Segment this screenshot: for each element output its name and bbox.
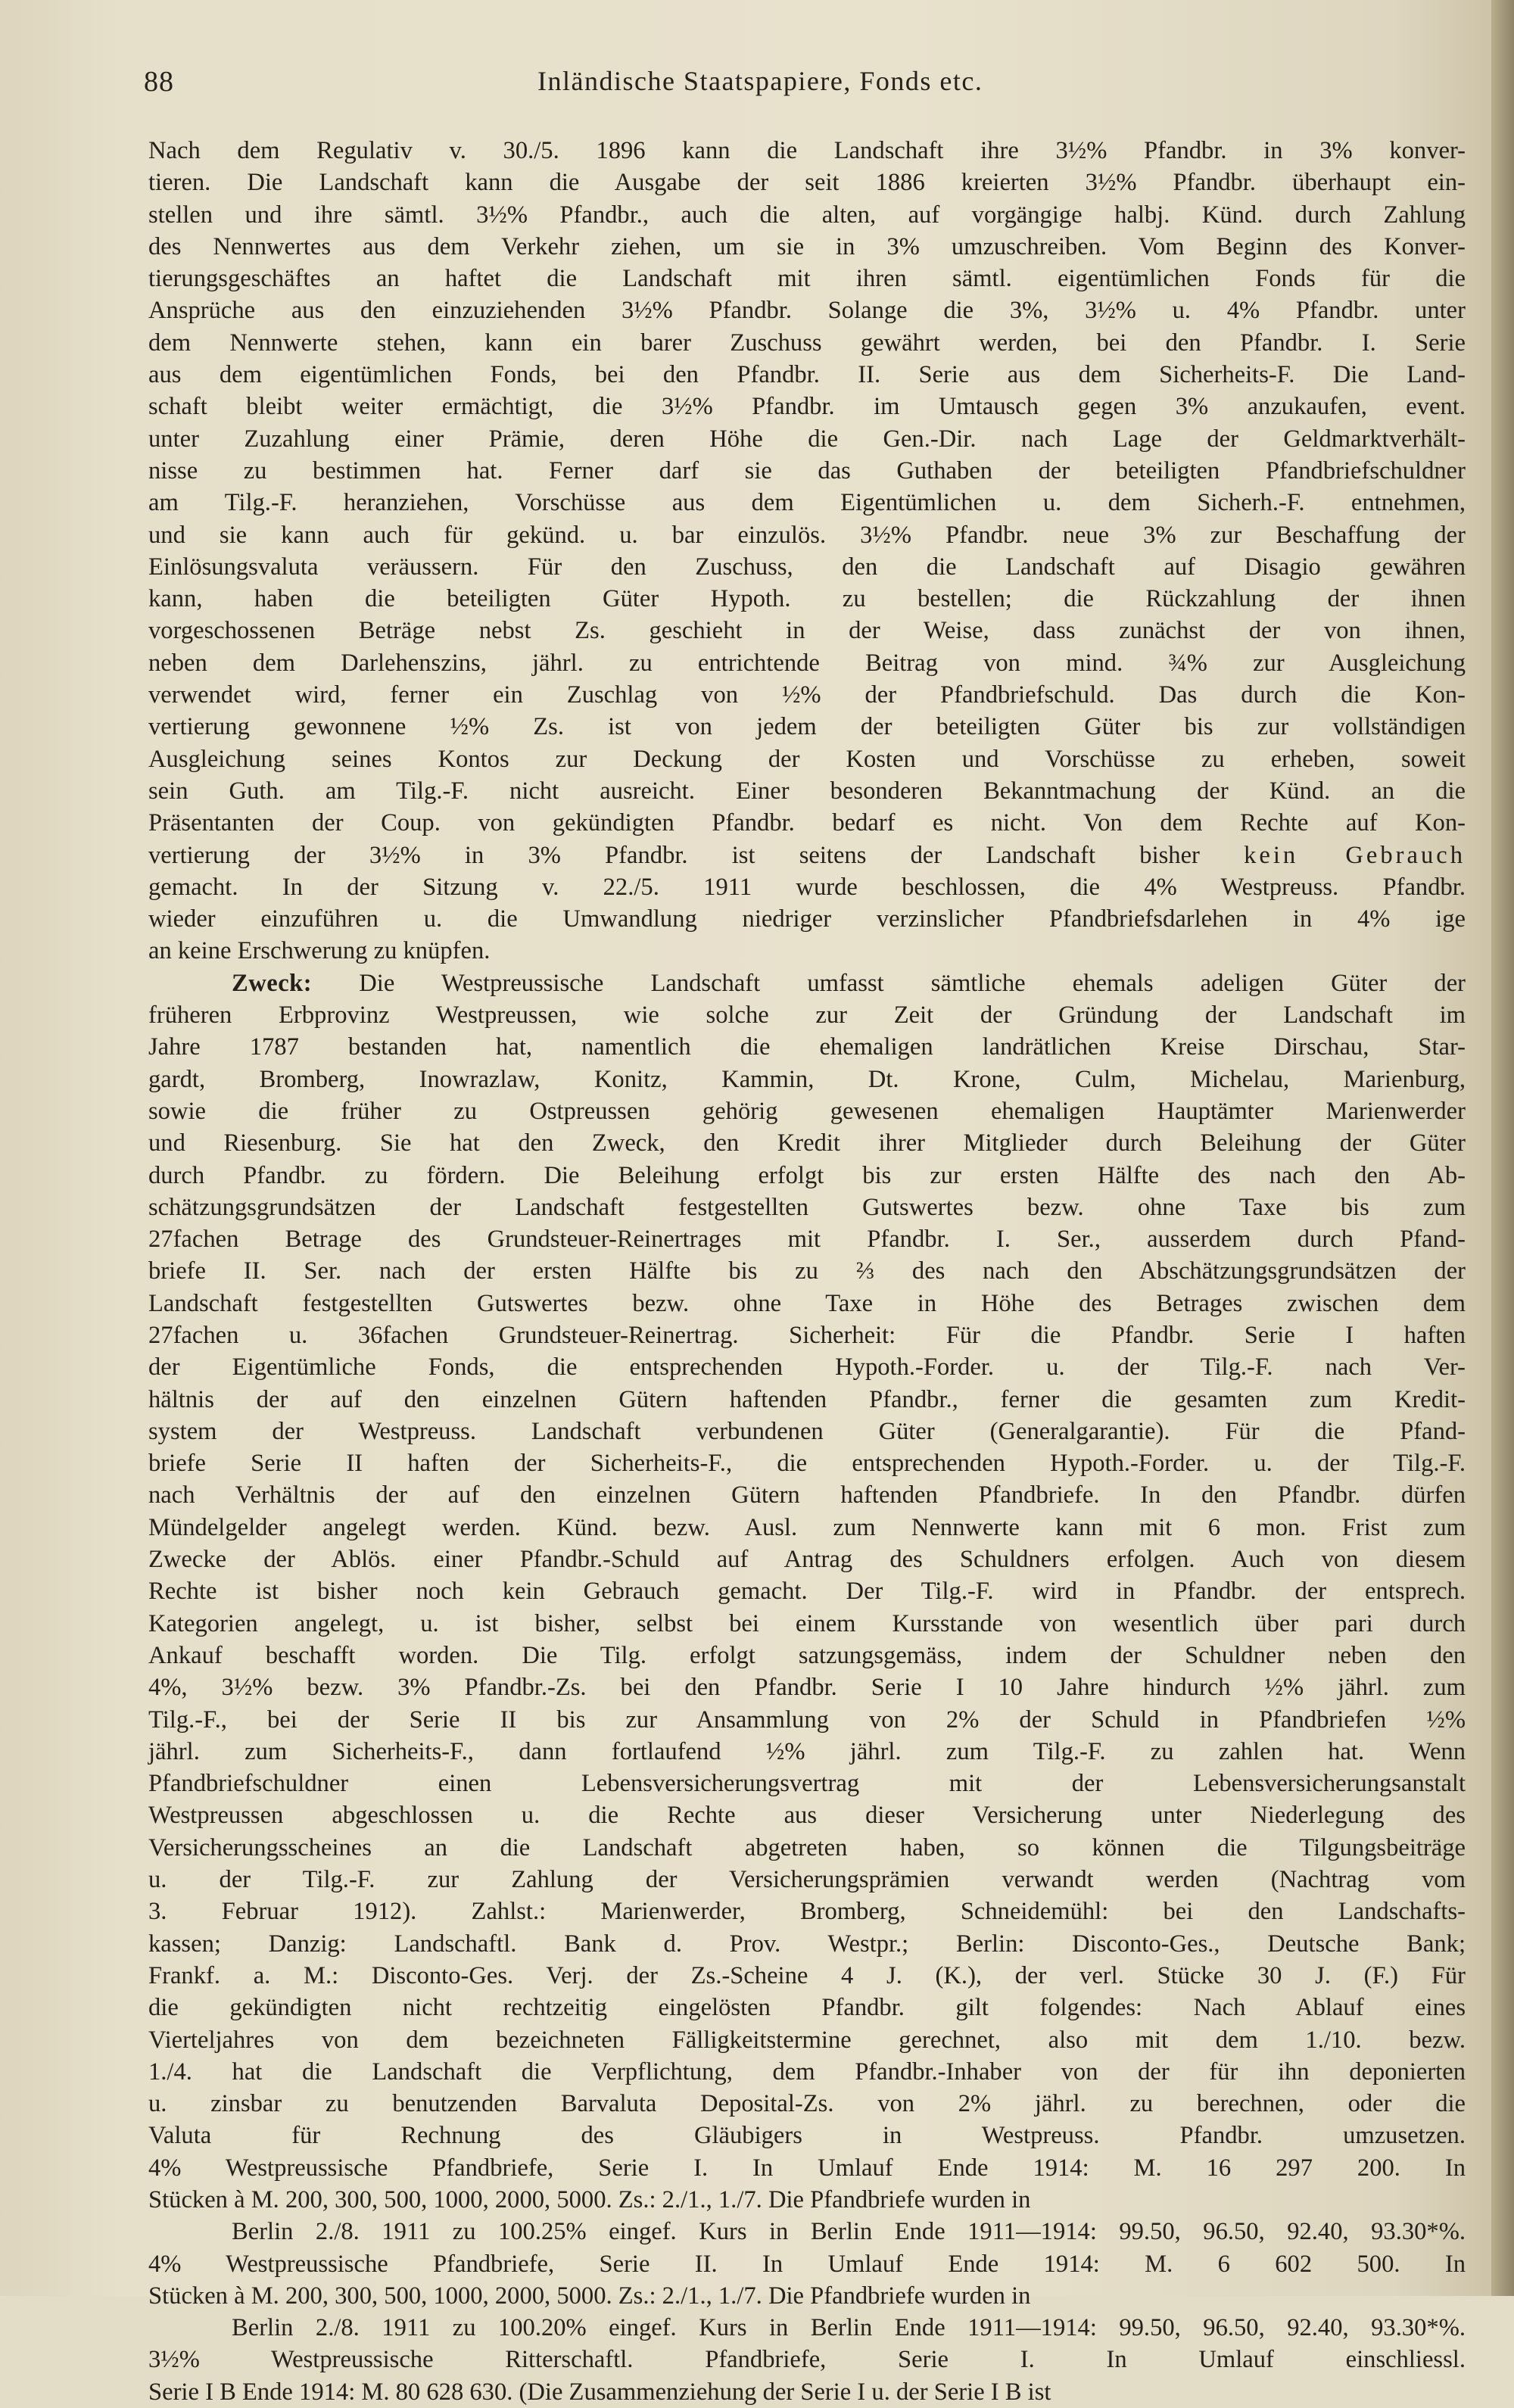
page-header <box>144 65 1370 111</box>
text-line: kassen; Danzig: Landschaftl. Bank d. Prov. Westpr.; Berlin: Disconto-Ges., Deutsche Bank; <box>148 1930 1466 1958</box>
text-line: Valuta für Rechnung des Gläubigers in Westpreuss. Pfandbr. umzusetzen. <box>148 2122 1466 2150</box>
text-line: Landschaft festgestellten Gutswertes bezw. ohne Taxe in Höhe des Betrages zwischen dem <box>148 1289 1466 1317</box>
text-line: briefe II. Ser. nach der ersten Hälfte bis zu ⅔ des nach den Abschätzungsgrundsätzen der <box>148 1257 1466 1285</box>
text-line: 27fachen u. 36fachen Grundsteuer-Reinertrag. Sicherheit: Für die Pfandbr. Serie I haften <box>148 1321 1466 1349</box>
text-line: verwendet wird, ferner ein Zuschlag von ½% der Pfandbriefschuld. Das durch die Kon- <box>148 681 1466 709</box>
text-line: gardt, Bromberg, Inowrazlaw, Konitz, Kammin, Dt. Krone, Culm, Michelau, Marienburg, <box>148 1065 1466 1093</box>
text-line: jährl. zum Sicherheits-F., dann fortlaufend ½% jährl. zum Tilg.-F. zu zahlen hat. Wenn <box>148 1737 1466 1765</box>
text-line: Ansprüche aus den einzuziehenden 3½% Pfandbr. Solange die 3%, 3½% u. 4% Pfandbr. unter <box>148 297 1466 325</box>
text-line: durch Pfandbr. zu fördern. Die Beleihung erfolgt bis zur ersten Hälfte des nach den Ab- <box>148 1161 1466 1189</box>
text-line: Serie I B Ende 1914: M. 80 628 630. (Die Zusammenziehung der Serie I u. der Serie I B ist <box>148 2378 1051 2406</box>
text-line: vertierung gewonnene ½% Zs. ist von jedem der beteiligten Güter bis zur vollständigen <box>148 713 1466 741</box>
text-line: Kategorien angelegt, u. ist bisher, selbst bei einem Kursstande von wesentlich über pari durch <box>148 1609 1466 1637</box>
text-line: Berlin 2./8. 1911 zu 100.25% eingef. Kurs in Berlin Ende 1911—1914: 99.50, 96.50, 92.40, 93.30*%. <box>232 2218 1466 2246</box>
text-line: Zweck: Die Westpreussische Landschaft umfasst sämtliche ehemals adeligen Güter der <box>232 969 1466 997</box>
text-line: unter Zuzahlung einer Prämie, deren Höhe die Gen.-Dir. nach Lage der Geldmarktverhält- <box>148 425 1466 453</box>
text-line: 1./4. hat die Landschaft die Verpflichtung, dem Pfandbr.-Inhaber von der für ihn deponierten <box>148 2058 1466 2086</box>
text-line: gemacht. In der Sitzung v. 22./5. 1911 wurde beschlossen, die 4% Westpreuss. Pfandbr. <box>148 873 1466 901</box>
text-line: stellen und ihre sämtl. 3½% Pfandbr., auch die alten, auf vorgängige halbj. Künd. durch Zahlung <box>148 201 1466 229</box>
text-line: u. zinsbar zu benutzenden Barvaluta Deposital-Zs. von 2% jährl. zu berechnen, oder die <box>148 2090 1466 2118</box>
text-line: Einlösungsvaluta veräussern. Für den Zuschuss, den die Landschaft auf Disagio gewähren <box>148 553 1466 581</box>
text-line: briefe Serie II haften der Sicherheits-F., die entsprechenden Hypoth.-Forder. u. der Tilg.-F. <box>148 1450 1466 1478</box>
text-line: vertierung der 3½% in 3% Pfandbr. ist seitens der Landschaft bisher kein Gebrauch <box>148 841 1466 869</box>
text-line: Berlin 2./8. 1911 zu 100.20% eingef. Kurs in Berlin Ende 1911—1914: 99.50, 96.50, 92.40, 93.30*%. <box>232 2314 1466 2342</box>
text-line: tieren. Die Landschaft kann die Ausgabe der seit 1886 kreierten 3½% Pfandbr. überhaupt ein- <box>148 169 1466 197</box>
text-line: Mündelgelder angelegt werden. Künd. bezw. Ausl. zum Nennwerte kann mit 6 mon. Frist zum <box>148 1513 1466 1541</box>
text-line: Tilg.-F., bei der Serie II bis zur Ansammlung von 2% der Schuld in Pfandbriefen ½% <box>148 1706 1466 1734</box>
text-line: Vierteljahres von dem bezeichneten Fälligkeitstermine gerechnet, also mit dem 1./10. bezw. <box>148 2026 1466 2054</box>
text-line: Rechte ist bisher noch kein Gebrauch gemacht. Der Tilg.-F. wird in Pfandbr. der entsprech. <box>148 1578 1466 1606</box>
text-line: Zwecke der Ablös. einer Pfandbr.-Schuld auf Antrag des Schuldners erfolgen. Auch von diesem <box>148 1546 1466 1574</box>
text-line: und sie kann auch für gekünd. u. bar einzulös. 3½% Pfandbr. neue 3% zur Beschaffung der <box>148 521 1466 549</box>
text-line: früheren Erbprovinz Westpreussen, wie solche zur Zeit der Gründung der Landschaft im <box>148 1002 1466 1030</box>
text-line: 4% Westpreussische Pfandbriefe, Serie II. In Umlauf Ende 1914: M. 6 602 500. In <box>148 2250 1466 2278</box>
text-line: neben dem Darlehenszins, jährl. zu entrichtende Beitrag von mind. ¾% zur Ausgleichung <box>148 649 1466 677</box>
text-line: kann, haben die beteiligten Güter Hypoth. zu bestellen; die Rückzahlung der ihnen <box>148 585 1466 613</box>
text-line: Ausgleichung seines Kontos zur Deckung der Kosten und Vorschüsse zu erheben, soweit <box>148 745 1466 773</box>
text-line: 3½% Westpreussische Ritterschaftl. Pfandbriefe, Serie I. In Umlauf einschliessl. <box>148 2346 1466 2374</box>
text-line: Präsentanten der Coup. von gekündigten Pfandbr. bedarf es nicht. Von dem Rechte auf Kon- <box>148 809 1466 837</box>
text-line: 3. Februar 1912). Zahlst.: Marienwerder, Bromberg, Schneidemühl: bei den Landschafts- <box>148 1898 1466 1926</box>
text-line: Nach dem Regulativ v. 30./5. 1896 kann die Landschaft ihre 3½% Pfandbr. in 3% konver- <box>148 137 1466 164</box>
text-line: u. der Tilg.-F. zur Zahlung der Versicherungsprämien verwandt werden (Nachtrag vom <box>148 1866 1466 1894</box>
text-line: 4%, 3½% bezw. 3% Pfandbr.-Zs. bei den Pfandbr. Serie I 10 Jahre hindurch ½% jährl. zum <box>148 1674 1466 1702</box>
text-line: vorgeschossenen Beträge nebst Zs. geschieht in der Weise, dass zunächst der von ihnen, <box>148 617 1466 645</box>
running-title: Inländische Staatspapiere, Fonds etc. <box>537 66 983 96</box>
text-line: nisse zu bestimmen hat. Ferner darf sie das Guthaben der beteiligten Pfandbriefschuldner <box>148 456 1466 484</box>
text-line: Stücken à M. 200, 300, 500, 1000, 2000, 5000. Zs.: 2./1., 1./7. Die Pfandbriefe wurden in <box>148 2186 1031 2213</box>
text-line: Versicherungsscheines an die Landschaft abgetreten haben, so können die Tilgungsbeiträge <box>148 1833 1466 1861</box>
body-text <box>148 135 1466 2408</box>
text-line: dem Nennwerte stehen, kann ein barer Zuschuss gewährt werden, bei den Pfandbr. I. Serie <box>148 329 1466 357</box>
book-spine-shadow <box>1491 0 1514 2296</box>
text-line: der Eigentümliche Fonds, die entsprechenden Hypoth.-Forder. u. der Tilg.-F. nach Ver- <box>148 1354 1466 1382</box>
text-line: Frankf. a. M.: Disconto-Ges. Verj. der Zs.-Scheine 4 J. (K.), der verl. Stücke 30 J. (F.) Für <box>148 1961 1466 1989</box>
text-line: sein Guth. am Tilg.-F. nicht ausreicht. Einer besonderen Bekanntmachung der Künd. an die <box>148 777 1466 805</box>
text-line: aus dem eigentümlichen Fonds, bei den Pfandbr. II. Serie aus dem Sicherheits-F. Die Land- <box>148 361 1466 389</box>
text-line: sowie die früher zu Ostpreussen gehörig gewesenen ehemaligen Hauptämter Marienwerder <box>148 1097 1466 1125</box>
text-line: Jahre 1787 bestanden hat, namentlich die ehemaligen landrätlichen Kreise Dirschau, Star- <box>148 1033 1466 1061</box>
text-line: die gekündigten nicht rechtzeitig eingelösten Pfandbr. gilt folgendes: Nach Ablauf eines <box>148 1994 1466 2022</box>
page-number: 88 <box>144 66 174 98</box>
text-line: hältnis der auf den einzelnen Gütern haftenden Pfandbr., ferner die gesamten zum Kredit- <box>148 1385 1466 1413</box>
text-line: wieder einzuführen u. die Umwandlung niedriger verzinslicher Pfandbriefsdarlehen in 4% ige <box>148 905 1466 933</box>
text-line: am Tilg.-F. heranziehen, Vorschüsse aus dem Eigentümlichen u. dem Sicherh.-F. entnehmen, <box>148 489 1466 517</box>
text-line: tierungsgeschäftes an haftet die Landschaft mit ihren sämtl. eigentümlichen Fonds für die <box>148 265 1466 293</box>
text-line: und Riesenburg. Sie hat den Zweck, den Kredit ihrer Mitglieder durch Beleihung der Güter <box>148 1129 1466 1157</box>
text-line: Stücken à M. 200, 300, 500, 1000, 2000, 5000. Zs.: 2./1., 1./7. Die Pfandbriefe wurden in <box>148 2282 1031 2310</box>
text-line: 4% Westpreussische Pfandbriefe, Serie I. In Umlauf Ende 1914: M. 16 297 200. In <box>148 2154 1466 2182</box>
text-line: des Nennwertes aus dem Verkehr ziehen, um sie in 3% umzuschreiben. Vom Beginn des Konver- <box>148 232 1466 260</box>
text-line: nach Verhältnis der auf den einzelnen Gütern haftenden Pfandbriefe. In den Pfandbr. dürfen <box>148 1481 1466 1509</box>
text-line: an keine Erschwerung zu knüpfen. <box>148 937 491 965</box>
text-line: system der Westpreuss. Landschaft verbundenen Güter (Generalgarantie). Für die Pfand- <box>148 1417 1466 1445</box>
text-line: Ankauf beschafft worden. Die Tilg. erfolgt satzungsgemäss, indem der Schuldner neben den <box>148 1641 1466 1669</box>
text-line: schätzungsgrundsätzen der Landschaft festgestellten Gutswertes bezw. ohne Taxe bis zum <box>148 1193 1466 1221</box>
text-line: schaft bleibt weiter ermächtigt, die 3½% Pfandbr. im Umtausch gegen 3% anzukaufen, event. <box>148 393 1466 421</box>
text-line: Pfandbriefschuldner einen Lebensversicherungsvertrag mit der Lebensversicherungsanstalt <box>148 1770 1466 1798</box>
text-line: Westpreussen abgeschlossen u. die Rechte aus dieser Versicherung unter Niederlegung des <box>148 1802 1466 1830</box>
text-line: 27fachen Betrage des Grundsteuer-Reinertrages mit Pfandbr. I. Ser., ausserdem durch Pfand- <box>148 1226 1466 1254</box>
